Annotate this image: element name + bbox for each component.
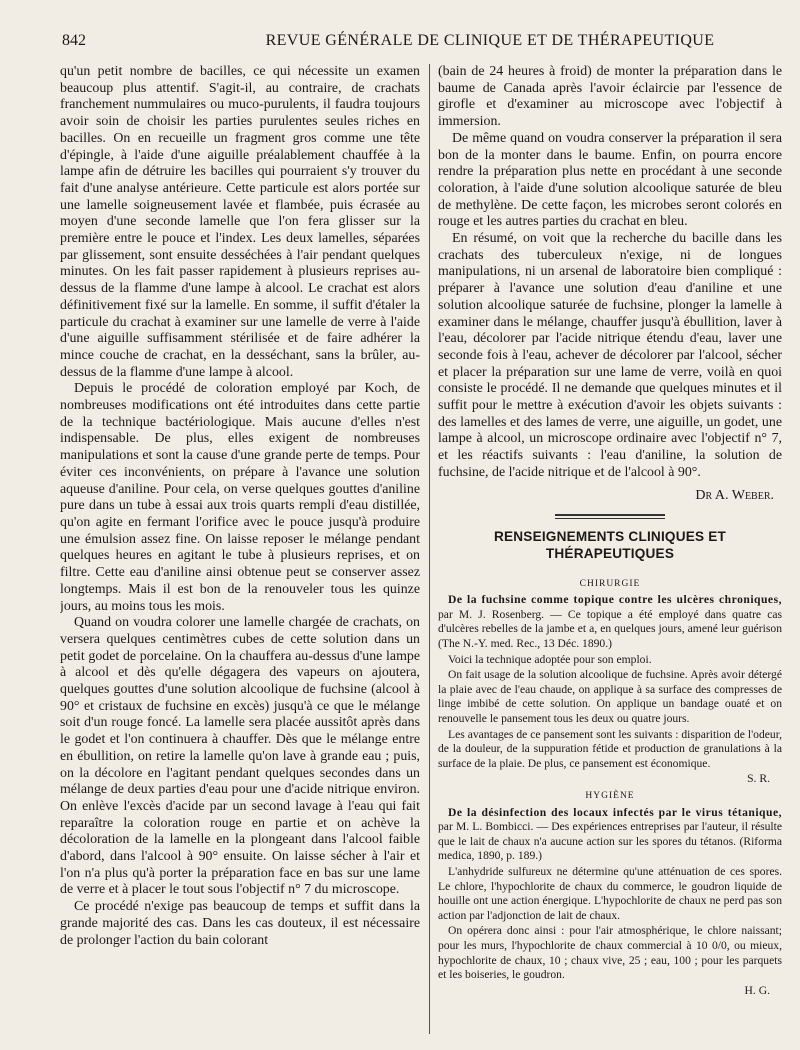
clinical-notes [438, 577, 782, 999]
section-title: RENSEIGNEMENTS CLINIQUES ET THÉRAPEUTIQUES [494, 529, 726, 561]
paragraph: On fait usage de la solution alcoolique de fuchsine. Après avoir détergé la plaie avec de l'eau chaude, on applique à sa surface des compresses de linge imbibé de cette solution. On applique un bandage ouaté et on renouvelle le pansement tous les deux ou quatre jours. [438, 668, 782, 726]
article-signature: S. R. [747, 772, 770, 786]
paragraph: Voici la technique adoptée pour son emploi. [448, 652, 652, 666]
section-separator [555, 514, 665, 519]
paragraph: On opérera donc ainsi : pour l'air atmosphérique, le chlore naissant; pour les murs, l'hypochlorite de chaux commercial à 10 0/0, ou mieux, hypochlorite de chaux, 10 ; chaux vive, 25 ; eau, 100 ; pour les parquets et les boiseries, le goudron. [438, 924, 782, 982]
article-lead [438, 806, 782, 864]
article-title: De la fuchsine comme topique contre les ulcères chroniques, [448, 593, 782, 607]
paragraph: Quand on voudra colorer une lamelle chargée de crachats, on versera quelques centimètres cubes de cette solution dans un petit godet de porcelaine. On la chauffera au-dessus d'une lampe à alcool et dès qu'elle dégagera des vapeurs on ajoutera, quelques gouttes d'une solution alcoolique de fuchsine (alcool à 90° et cristaux de fuchsine en excès) jusqu'à ce que le mélange soit d'un rouge foncé. La lamelle sera placée aussitôt après dans le godet et l'on continuera à chauffer. Dès que le mélange entre en ébullition, on retire la lamelle qu'on lave à grande eau ; puis, on la décolore en l'agitant pendant quelques secondes dans un mélange de deux parties d'eau pour une d'acide nitrique environ. On enlève l'excès d'acide par un second lavage à l'eau qui fait reparaître la coloration rouge en partie et on achève la décoloration de la lamelle en la plongeant dans l'alcool faible d'abord, dans l'alcool à 90° ensuite. On laisse sécher à l'air et l'on n'a plus qu'à porter la préparation face en bas sur une lame de verre et à placer le tout sous l'objectif n° 7 du microscope. [60, 615, 420, 898]
author-signature: Dr A. Weber. [695, 487, 774, 503]
column-divider [429, 64, 430, 1034]
paragraph: Depuis le procédé de coloration employé par Koch, de nombreuses modifications ont été introduites dans cette partie de la technique bactériologique. Mais aucune d'elles n'est indispensable. De plus, elles exigent de nombreuses manipulations et sont la cause d'une grande perte de temps. Pour éviter ces inconvénients, on prépare à l'avance une solution aqueuse d'aniline. Pour cela, on verse quelques gouttes d'aniline pure dans un tube à essai aux trois quarts rempli d'eau distillée, qu'on agite en fermant l'orifice avec le pouce jusqu'à produire une émulsion assez fine. On laisse reposer le mélange pendant quelques heures en agitant le tube à plusieurs reprises, et on filtre. Cette eau d'aniline ainsi obtenue peut se conserver assez longtemps. Mais il est bon de la renouveler tous les quinze jours, au moins tous les mois. [60, 381, 420, 614]
paragraph: Ce procédé n'exige pas beaucoup de temps et suffit dans la grande majorité des cas. Dans les cas douteux, il est nécessaire de prolonger l'action du bain colorant [60, 899, 420, 948]
subsection-heading: CHIRURGIE [579, 578, 641, 589]
left-column [60, 64, 420, 1044]
subsection-heading: HYGIÈNE [585, 791, 635, 801]
paragraph: De même quand on voudra conserver la préparation il sera bon de la monter dans le baume. Enfin, on pourra encore rendre la préparation plus nette en procédant à une seconde coloration, à l'aide d'une solution alcoolique saturée de bleu de methylène. De cette façon, les microbes seront colorés en rouge et les autres parties du crachat en bleu. [438, 130, 782, 230]
paragraph: qu'un petit nombre de bacilles, ce qui nécessite un examen beaucoup plus attentif. S'agit-il, au contraire, de crachats franchement nummulaires ou muco-purulents, il faudra toujours avoir soin de choisir les parties purulentes seules riches en bacilles. On en recueille un fragment gros comme une tête d'épingle, à l'aide d'une aiguille préalablement chauffée à la lampe afin de détruire les bacilles qui pourraient s'y trouver du fait d'une analyse antérieure. Cette particule est alors portée sur une lamelle soigneusement lavée et flambée, puis écrasée au moyen d'une seconde lamelle que l'on fera glisser sur la première entre le pouce et l'index. Les deux lamelles, séparées par glissement, sont ensuite desséchées à l'air pendant quelques minutes. On les fait passer rapidement à plusieurs reprises au-dessus de la flamme d'une lampe à alcool. Le crachat est alors définitivement fixé sur la lamelle. En somme, il suffit d'étaler la particule du crachat à examiner sur une lamelle de verre à l'aide d'une aiguille suffisamment stérilisée et de faire adhérer la mince couche de crachat, en la desséchant, sans la brûler, au-dessus de la flamme d'une lampe à alcool. [60, 64, 420, 380]
paragraph: Les avantages de ce pansement sont les suivants : disparition de l'odeur, de la douleur, de la suppuration fétide et production de granulations à la surface de la plaie. De plus, ce pansement est économique. [438, 727, 782, 770]
paragraph: (bain de 24 heures à froid) de monter la préparation dans le baume de Canada après l'avoir éclaircie par l'essence de girofle et d'examiner au microscope avec l'objectif à immersion. [438, 64, 782, 130]
paragraph: L'anhydride sulfureux ne détermine qu'une atténuation de ces spores. Le chlore, l'hypochlorite de chaux du commerce, le goudron liquide de houille ont une action énergique. L'hypochlorite de chaux ne perd pas son action par l'adjonction de lait de chaux. [438, 864, 782, 922]
article-intro: par M. L. Bombicci. — Des expériences entreprises par l'auteur, il résulte que le lait de chaux n'a aucune action sur les spores du tétanos. (Riforma medica, 1890, p. 189.) [438, 820, 782, 863]
running-title: REVUE GÉNÉRALE DE CLINIQUE ET DE THÉRAPEUTIQUE [265, 32, 715, 49]
paragraph: En résumé, on voit que la recherche du bacille dans les crachats des tuberculeux n'exige, ni de longues manipulations, ni un arsenal de laboratoire bien compliqué : préparer à l'avance une solution d'eau d'aniline et une solution alcoolique saturée de fuchsine, plonger la lamelle à examiner dans le mélange, chauffer jusqu'à ébullition, laver à l'eau, décolorer par l'acide nitrique étendu d'eau, laver une seconde fois à l'eau, achever de décolorer par l'alcool, sécher et placer la préparation sur une lame de verre, voilà en quoi consiste le procédé. Il ne demande que quelques minutes et il suffit pour le mettre à exécution d'avoir les objets suivants : des lamelles et des lames de verre, une aiguille, un godet, une lampe à alcool, un microscope ordinaire avec l'objectif n° 7, et les réactifs suivants : l'eau d'aniline, la solution de fuchsine, de l'acide nitrique et de l'alcool à 90°. [438, 231, 782, 480]
article-title: De la désinfection des locaux infectés par le virus tétanique, [448, 805, 782, 819]
article-intro: par M. J. Rosenberg. — Ce topique a été employé dans quatre cas d'ulcères rebelles de la jambe et a, en quelques jours, amené leur guérison (The N.-Y. med. Rec., 13 Déc. 1890.) [438, 607, 782, 651]
article-signature: H. G. [744, 983, 770, 997]
page-header [60, 30, 780, 52]
page-number: 842 [62, 32, 86, 49]
right-column [438, 64, 782, 1044]
article-lead [438, 593, 782, 651]
